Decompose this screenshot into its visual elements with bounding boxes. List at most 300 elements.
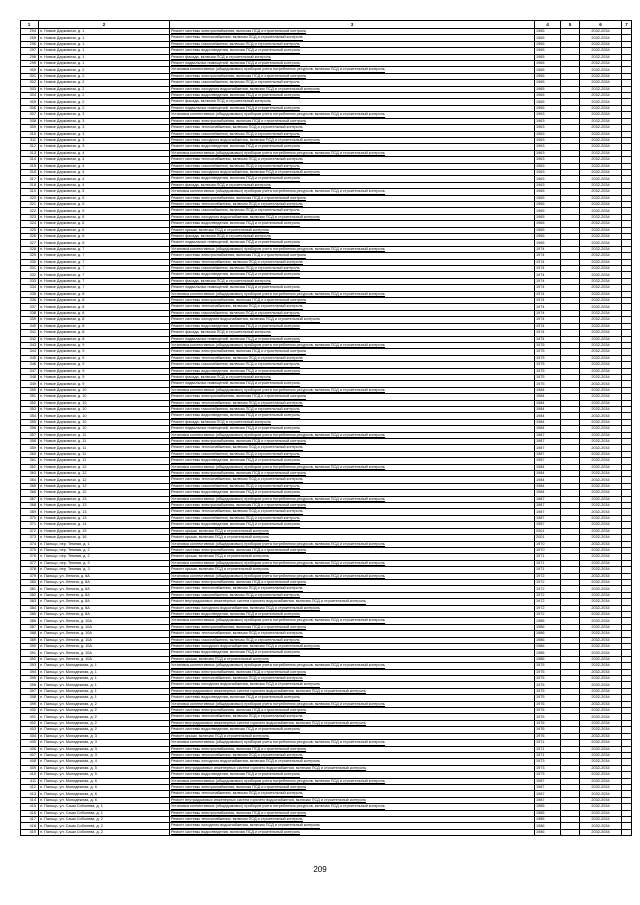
row-number-cell: 394 (21, 669, 39, 675)
address-cell: п. Пальцо, ул. Ленина, д. 8А (39, 592, 170, 598)
year-built-cell: 1976 (535, 714, 561, 720)
address-cell: п. Новые Дарковичи, д. 10 (39, 426, 170, 432)
year-built-cell: 1973 (535, 759, 561, 765)
year-built-cell: 1963 (535, 137, 561, 143)
work-type-text: Ремонт системы газоснабжения, включая ПСД и строительный контроль (171, 41, 300, 46)
address-cell: п. Пальцо, ул. Молодежная, д. 4 (39, 759, 170, 765)
row-number-cell: 407 (21, 752, 39, 758)
year-built-cell: 1971 (535, 567, 561, 573)
row-number-cell: 412 (21, 784, 39, 790)
address-cell: п. Пальцо, пер. Темная, д. 2 (39, 547, 170, 553)
header-col-2: 2 (39, 21, 170, 29)
address-cell: п. Новые Дарковичи, д. 12 (39, 471, 170, 477)
year-built-cell: 1974 (535, 246, 561, 252)
work-type-text: Ремонт системы холодного водоснабжения, включая ПСД и строительный контроль (171, 759, 320, 764)
year-built-cell: 1986 (535, 637, 561, 643)
period-cell: 2032-2034 (580, 611, 622, 617)
year-built-cell: 1984 (535, 464, 561, 470)
row-number-cell: 360 (21, 451, 39, 457)
address-cell: п. Новые Дарковичи, д. 3 (39, 112, 170, 118)
address-cell: п. Пальцо, ул. Молодежная, д. 5 (39, 772, 170, 778)
work-type-text: Ремонт системы водоотведения, включая ПСД и строительный контроль (171, 368, 300, 373)
period-cell: 2032-2034 (580, 86, 622, 92)
work-type-text: Ремонт системы газоснабжения, включая ПСД и строительный контроль (171, 163, 300, 168)
work-type-text: Ремонт системы холодного водоснабжения, включая ПСД и строительный контроль (171, 605, 320, 610)
work-type-text: Ремонт подвальных помещений, включая ПСД и строительный контроль (171, 61, 300, 66)
row-number-cell: 326 (21, 234, 39, 240)
year-built-cell: 1974 (535, 317, 561, 323)
work-type-text: Ремонт системы электроснабжения, включая ПСД и строительный контроль (171, 118, 307, 123)
row-number-cell: 302 (21, 80, 39, 86)
period-cell: 2032-2034 (580, 727, 622, 733)
row-number-cell: 417 (21, 816, 39, 822)
header-col-7: 7 (622, 21, 632, 29)
work-type-text: Ремонт внутридомовых инженерных систем горячего водоснабжения, включая ПСД и строительный контроль (171, 765, 366, 770)
address-cell: п. Пальцо, ул. Саши Соболева, д. 2 (39, 816, 170, 822)
address-cell: п. Новые Дарковичи, д. 7 (39, 246, 170, 252)
work-type-text: Ремонт крыши, включая ПСД и строительный контроль (171, 567, 269, 572)
work-type-text: Ремонт системы теплоснабжения, включая ПСД и строительный контроль (171, 714, 303, 719)
row-number-cell: 294 (21, 29, 39, 35)
work-type-text: Ремонт системы водоотведения, включая ПСД и строительный контроль (171, 221, 300, 226)
period-cell: 2032-2034 (580, 823, 622, 829)
year-built-cell: 1986 (535, 650, 561, 656)
year-built-cell: 1972 (535, 605, 561, 611)
period-cell: 2032-2034 (580, 253, 622, 259)
year-built-cell: 1987 (535, 451, 561, 457)
period-cell: 2032-2034 (580, 772, 622, 778)
work-type-text: Ремонт системы электроснабжения, включая ПСД и строительный контроль (171, 439, 307, 443)
year-built-cell: 1975 (535, 669, 561, 675)
address-cell: п. Новые Дарковичи, д. 2 (39, 80, 170, 86)
work-type-text: Ремонт подвальных помещений, включая ПСД и строительный контроль (171, 285, 300, 290)
period-cell: 2032-2034 (580, 99, 622, 105)
period-cell: 2032-2034 (580, 618, 622, 624)
year-built-cell: 1971 (535, 554, 561, 560)
address-cell: п. Пальцо, ул. Саши Соболева, д. 2 (39, 829, 170, 835)
row-number-cell: 386 (21, 618, 39, 624)
work-type-text: Ремонт системы водоотведения, включая ПСД и строительный контроль (171, 323, 300, 328)
row-number-cell: 313 (21, 150, 39, 156)
year-built-cell: 1965 (535, 105, 561, 111)
row-number-cell: 393 (21, 663, 39, 669)
row-number-cell: 357 (21, 432, 39, 438)
period-cell: 2032-2034 (580, 169, 622, 175)
address-cell: п. Пальцо, ул. Ленина, д. 10А (39, 656, 170, 662)
year-built-cell: 1965 (535, 80, 561, 86)
period-cell: 2032-2034 (580, 266, 622, 272)
address-cell: п. Новые Дарковичи, д. 1 (39, 48, 170, 54)
work-type-text: Ремонт внутридомовых инженерных систем горячего водоснабжения, включая ПСД и строительный контроль (171, 688, 366, 693)
period-cell: 2032-2034 (580, 676, 622, 682)
year-built-cell: 1975 (535, 688, 561, 694)
work-type-text: Ремонт системы электроснабжения, включая ПСД и строительный контроль (171, 669, 307, 674)
period-cell: 2032-2034 (580, 131, 622, 137)
period-cell: 2032-2034 (580, 490, 622, 496)
address-cell: п. Новые Дарковичи, д. 3 (39, 144, 170, 150)
row-number-cell: 315 (21, 163, 39, 169)
work-type-text: Ремонт системы теплоснабжения, включая ПСД и строительный контроль (171, 752, 303, 757)
row-number-cell: 380 (21, 579, 39, 585)
period-cell: 2032-2034 (580, 195, 622, 201)
period-cell: 2032-2034 (580, 650, 622, 656)
work-type-text: Ремонт подвальных помещений, включая ПСД и строительный контроль (171, 240, 300, 245)
period-cell: 2032-2034 (580, 272, 622, 278)
year-built-cell: 1963 (535, 157, 561, 163)
period-cell: 2032-2034 (580, 137, 622, 143)
year-built-cell: 1976 (535, 733, 561, 739)
year-built-cell: 1965 (535, 234, 561, 240)
address-cell: п. Новые Дарковичи, д. 9 (39, 355, 170, 361)
work-type-text: Ремонт системы водоотведения, включая ПСД и строительный контроль (171, 490, 300, 495)
period-cell: 2032-2034 (580, 163, 622, 169)
address-cell: п. Новые Дарковичи, д. 8 (39, 330, 170, 336)
period-cell: 2032-2034 (580, 509, 622, 515)
period-cell: 2032-2034 (580, 304, 622, 310)
work-type-text: Ремонт системы электроснабжения, включая ПСД и строительный контроль (171, 810, 307, 815)
year-built-cell: 1975 (535, 342, 561, 348)
address-cell: п. Новые Дарковичи, д. 1 (39, 41, 170, 47)
row-number-cell: 304 (21, 93, 39, 99)
period-cell: 2032-2034 (580, 48, 622, 54)
address-cell: п. Пальцо, ул. Саши Соболева, д. 1 (39, 810, 170, 816)
year-built-cell: 1984 (535, 387, 561, 393)
year-built-cell: 1985 (535, 804, 561, 810)
address-cell: п. Новые Дарковичи, д. 7 (39, 285, 170, 291)
work-type-text: Установка коллективных (общедомовых) приборов учета потребления ресурсов, включая ПСД и строительный контроль (171, 560, 385, 565)
period-cell: 2032-2034 (580, 682, 622, 688)
work-type-text: Ремонт системы водоотведения, включая ПСД и строительный контроль (171, 144, 300, 149)
period-cell: 2032-2034 (580, 368, 622, 374)
work-type-text: Ремонт системы газоснабжения, включая ПСД и строительный контроль (171, 266, 300, 271)
period-cell: 2032-2034 (580, 67, 622, 73)
period-cell: 2032-2034 (580, 522, 622, 528)
row-number-cell: 351 (21, 394, 39, 400)
work-type-text: Ремонт системы электроснабжения, включая ПСД и строительный контроль (171, 298, 307, 303)
address-cell: п. Новые Дарковичи, д. 2 (39, 86, 170, 92)
year-built-cell: 1987 (535, 439, 561, 445)
row-number-cell: 364 (21, 477, 39, 483)
year-built-cell: 1963 (535, 118, 561, 124)
address-cell: п. Пальцо, ул. Молодежная, д. 2 (39, 727, 170, 733)
period-cell: 2032-2034 (580, 554, 622, 560)
row-number-cell: 385 (21, 611, 39, 617)
period-cell: 2032-2034 (580, 592, 622, 598)
year-built-cell: 1963 (535, 150, 561, 156)
work-type-text: Ремонт системы электроснабжения, включая ПСД и строительный контроль (171, 784, 307, 789)
row-number-cell: 336 (21, 298, 39, 304)
row-number-cell: 328 (21, 246, 39, 252)
address-cell: п. Новые Дарковичи, д. 3 (39, 131, 170, 137)
year-built-cell: 1975 (535, 368, 561, 374)
address-cell: п. Новые Дарковичи, д. 11 (39, 432, 170, 438)
address-cell: п. Пальцо, ул. Молодежная, д. 6 (39, 797, 170, 803)
work-type-text: Ремонт системы газоснабжения, включая ПСД и строительный контроль (171, 131, 300, 136)
period-cell: 2032-2034 (580, 810, 622, 816)
work-type-text: Ремонт системы газоснабжения, включая ПСД и строительный контроль (171, 451, 300, 456)
row-number-cell: 312 (21, 144, 39, 150)
work-type-text: Ремонт системы водоотведения, включая ПСД и строительный контроль (171, 695, 300, 700)
address-cell: п. Пальцо, ул. Молодежная, д. 6 (39, 784, 170, 790)
row-number-cell: 331 (21, 266, 39, 272)
period-cell: 2032-2034 (580, 93, 622, 99)
period-cell: 2032-2034 (580, 157, 622, 163)
year-built-cell: 2001 (535, 528, 561, 534)
address-cell: п. Новые Дарковичи, д. 10 (39, 394, 170, 400)
period-cell: 2032-2034 (580, 29, 622, 35)
year-built-cell: 1965 (535, 61, 561, 67)
period-cell: 2032-2034 (580, 695, 622, 701)
row-number-cell: 390 (21, 644, 39, 650)
row-number-cell: 404 (21, 733, 39, 739)
year-built-cell: 1965 (535, 35, 561, 41)
period-cell: 2032-2034 (580, 413, 622, 419)
row-number-cell: 409 (21, 765, 39, 771)
work-type-text: Ремонт крыши, включая ПСД и строительный контроль (171, 554, 269, 559)
year-built-cell: 1987 (535, 509, 561, 515)
year-built-cell: 1963 (535, 182, 561, 188)
work-type-text: Ремонт крыши, включая ПСД и строительный контроль (171, 733, 269, 738)
work-type-text: Ремонт системы электроснабжения, включая ПСД и строительный контроль (171, 471, 307, 476)
address-cell: п. Пальцо, ул. Молодежная, д. 1 (39, 688, 170, 694)
work-type-text: Установка коллективных (общедомовых) приборов учета потребления ресурсов, включая ПСД и строительный контроль (171, 541, 385, 546)
address-cell: п. Пальцо, ул. Молодежная, д. 2 (39, 708, 170, 714)
row-number-cell: 341 (21, 330, 39, 336)
work-type-text: Ремонт системы холодного водоснабжения, включая ПСД и строительный контроль (171, 317, 320, 322)
address-cell: п. Пальцо, ул. Саши Соболева, д. 1 (39, 804, 170, 810)
address-cell: п. Новые Дарковичи, д. 2 (39, 105, 170, 111)
work-type-text: Ремонт системы газоснабжения, включая ПСД и строительный контроль (171, 362, 300, 367)
address-cell: п. Новые Дарковичи, д. 8 (39, 298, 170, 304)
work-type-text: Ремонт системы холодного водоснабжения, включая ПСД и строительный контроль (171, 682, 320, 687)
period-cell: 2032-2034 (580, 624, 622, 630)
work-type-text: Установка коллективных (общедомовых) приборов учета потребления ресурсов, включая ПСД и строительный контроль (171, 387, 385, 392)
row-number-cell: 396 (21, 682, 39, 688)
row-number-cell: 403 (21, 727, 39, 733)
work-type-text: Установка коллективных (общедомовых) приборов учета потребления ресурсов, включая ПСД и строительный контроль (171, 663, 385, 668)
row-number-cell: 348 (21, 374, 39, 380)
address-cell: п. Новые Дарковичи, д. 9 (39, 374, 170, 380)
work-type-text: Ремонт системы теплоснабжения, включая ПСД и строительный контроль (171, 509, 303, 514)
row-number-cell: 405 (21, 740, 39, 746)
year-built-cell: 1971 (535, 752, 561, 758)
year-built-cell: 1987 (535, 791, 561, 797)
row-number-cell: 325 (21, 227, 39, 233)
period-cell: 2032-2034 (580, 432, 622, 438)
year-built-cell: 1970 (535, 541, 561, 547)
address-cell: п. Новые Дарковичи, д. 9 (39, 368, 170, 374)
period-cell: 2032-2034 (580, 740, 622, 746)
period-cell: 2032-2034 (580, 310, 622, 316)
period-cell: 2032-2034 (580, 221, 622, 227)
period-cell: 2032-2034 (580, 362, 622, 368)
address-cell: п. Пальцо, ул. Молодежная, д. 1 (39, 663, 170, 669)
row-number-cell: 322 (21, 208, 39, 214)
period-cell: 2032-2034 (580, 387, 622, 393)
row-number-cell: 384 (21, 605, 39, 611)
row-number-cell: 338 (21, 310, 39, 316)
row-number-cell: 306 (21, 105, 39, 111)
year-built-cell: 1974 (535, 291, 561, 297)
work-type-text: Ремонт внутридомовых инженерных систем горячего водоснабжения, включая ПСД и строительный контроль (171, 599, 366, 604)
row-number-cell: 356 (21, 426, 39, 432)
year-built-cell: 1974 (535, 278, 561, 284)
address-cell: п. Новые Дарковичи, д. 1 (39, 61, 170, 67)
year-built-cell: 1974 (535, 259, 561, 265)
work-type-text: Ремонт системы холодного водоснабжения, включая ПСД и строительный контроль (171, 137, 320, 142)
work-type-text: Ремонт внутридомовых инженерных систем горячего водоснабжения, включая ПСД и строительный контроль (171, 720, 366, 725)
work-type-text: Ремонт системы теплоснабжения, включая ПСД и строительный контроль (171, 355, 303, 360)
period-cell: 2032-2034 (580, 656, 622, 662)
address-cell: п. Пальцо, ул. Молодежная, д. 3 (39, 746, 170, 752)
address-cell: п. Новые Дарковичи, д. 4 (39, 150, 170, 156)
year-built-cell: 1976 (535, 708, 561, 714)
period-cell: 2032-2034 (580, 579, 622, 585)
work-type-text: Ремонт системы газоснабжения, включая ПСД и строительный контроль (171, 592, 300, 597)
row-number-cell: 298 (21, 54, 39, 60)
row-number-cell: 299 (21, 61, 39, 67)
row-number-cell: 359 (21, 445, 39, 451)
period-cell: 2032-2034 (580, 227, 622, 233)
work-type-text: Ремонт системы теплоснабжения, включая ПСД и строительный контроль (171, 445, 303, 450)
address-cell: п. Новые Дарковичи, д. 5 (39, 189, 170, 195)
row-number-cell: 352 (21, 400, 39, 406)
address-cell: п. Пальцо, ул. Молодежная, д. 1 (39, 669, 170, 675)
work-type-text: Установка коллективных (общедомовых) приборов учета потребления ресурсов, включая ПСД и строительный контроль (171, 432, 385, 437)
period-cell: 2032-2034 (580, 778, 622, 784)
year-built-cell: 1965 (535, 221, 561, 227)
period-cell: 2032-2034 (580, 631, 622, 637)
work-type-text: Ремонт системы газоснабжения, включая ПСД и строительный контроль (171, 515, 300, 520)
period-cell: 2032-2034 (580, 573, 622, 579)
work-type-text: Ремонт системы электроснабжения, включая ПСД и строительный контроль (171, 746, 307, 751)
year-built-cell: 1965 (535, 99, 561, 105)
work-type-text: Ремонт системы электроснабжения, включая ПСД и строительный контроль (171, 195, 307, 200)
year-built-cell: 1975 (535, 682, 561, 688)
address-cell: п. Новые Дарковичи, д. 12 (39, 490, 170, 496)
year-built-cell: 1974 (535, 266, 561, 272)
work-type-text: Ремонт системы теплоснабжения, включая ПСД и строительный контроль (171, 125, 303, 130)
address-cell: п. Новые Дарковичи, д. 3 (39, 118, 170, 124)
work-type-text: Ремонт системы электроснабжения, включая ПСД и строительный контроль (171, 547, 307, 552)
period-cell: 2032-2034 (580, 394, 622, 400)
period-cell: 2032-2034 (580, 471, 622, 477)
period-cell: 2032-2034 (580, 477, 622, 483)
work-type-text: Ремонт системы водоотведения, включая ПСД и строительный контроль (171, 829, 300, 834)
work-type-text: Ремонт системы водоотведения, включая ПСД и строительный контроль (171, 413, 300, 418)
year-built-cell: 1971 (535, 560, 561, 566)
row-number-cell: 318 (21, 182, 39, 188)
col5-cell (561, 829, 580, 835)
work-type-text: Ремонт системы водоотведения, включая ПСД и строительный контроль (171, 93, 300, 98)
period-cell: 2032-2034 (580, 73, 622, 79)
work-type-text: Ремонт фасада, включая ПСД и строительный контроль (171, 374, 271, 379)
row-number-cell: 416 (21, 810, 39, 816)
year-built-cell: 1984 (535, 406, 561, 412)
work-type-text: Установка коллективных (общедомовых) приборов учета потребления ресурсов, включая ПСД и строительный контроль (171, 246, 385, 251)
work-type-text: Ремонт системы холодного водоснабжения, включая ПСД и строительный контроль (171, 823, 320, 828)
address-cell: п. Новые Дарковичи, д. 13 (39, 503, 170, 509)
address-cell: п. Пальцо, ул. Молодежная, д. 5 (39, 765, 170, 771)
period-cell: 2032-2034 (580, 400, 622, 406)
address-cell: п. Пальцо, ул. Саши Соболева, д. 2 (39, 823, 170, 829)
page-number: 209 (313, 865, 327, 874)
year-built-cell: 1984 (535, 471, 561, 477)
period-cell: 2032-2034 (580, 240, 622, 246)
year-built-cell: 1986 (535, 644, 561, 650)
address-cell: п. Пальцо, пер. Темная, д. 1 (39, 541, 170, 547)
work-type-text: Ремонт системы теплоснабжения, включая ПСД и строительный контроль (171, 586, 303, 591)
address-cell: п. Новые Дарковичи, д. 10 (39, 413, 170, 419)
period-cell: 2032-2034 (580, 496, 622, 502)
period-cell: 2032-2034 (580, 54, 622, 60)
address-cell: п. Новые Дарковичи, д. 4 (39, 157, 170, 163)
year-built-cell: 1965 (535, 86, 561, 92)
row-number-cell: 344 (21, 349, 39, 355)
period-cell: 2032-2034 (580, 567, 622, 573)
period-cell: 2032-2034 (580, 586, 622, 592)
row-number-cell: 358 (21, 439, 39, 445)
year-built-cell: 1976 (535, 701, 561, 707)
year-built-cell: 1986 (535, 656, 561, 662)
row-number-cell: 355 (21, 419, 39, 425)
row-number-cell: 350 (21, 387, 39, 393)
work-type-text: Ремонт системы холодного водоснабжения, включая ПСД и строительный контроль (171, 169, 320, 174)
work-type-text: Установка коллективных (общедомовых) приборов учета потребления ресурсов, включая ПСД и строительный контроль (171, 701, 385, 706)
address-cell: п. Новые Дарковичи, д. 8 (39, 304, 170, 310)
work-type-text: Ремонт системы электроснабжения, включая ПСД и строительный контроль (171, 349, 307, 354)
row-number-cell: 406 (21, 746, 39, 752)
row-number-cell: 388 (21, 631, 39, 637)
period-cell: 2032-2034 (580, 182, 622, 188)
header-col-6: 6 (580, 21, 622, 29)
row-number-cell: 349 (21, 381, 39, 387)
year-built-cell: 1965 (535, 227, 561, 233)
row-number-cell: 346 (21, 362, 39, 368)
address-cell: п. Новые Дарковичи, д. 7 (39, 266, 170, 272)
table-body (21, 21, 632, 836)
address-cell: п. Новые Дарковичи, д. 10 (39, 387, 170, 393)
period-cell: 2032-2034 (580, 701, 622, 707)
year-built-cell: 1963 (535, 176, 561, 182)
work-type-text: Ремонт системы электроснабжения, включая ПСД и строительный контроль (171, 579, 307, 584)
year-built-cell: 1987 (535, 522, 561, 528)
address-cell: п. Новые Дарковичи, д. 12 (39, 483, 170, 489)
row-number-cell: 383 (21, 599, 39, 605)
address-cell: п. Пальцо, ул. Молодежная, д. 2 (39, 701, 170, 707)
year-built-cell: 1975 (535, 355, 561, 361)
work-type-text: Ремонт фасада, включая ПСД и строительный контроль (171, 278, 271, 283)
work-type-text: Ремонт системы холодного водоснабжения, включая ПСД и строительный контроль (171, 644, 320, 648)
period-cell: 2032-2034 (580, 688, 622, 694)
row-number-cell: 333 (21, 278, 39, 284)
row-number-cell: 300 (21, 67, 39, 73)
work-type-text: Ремонт системы газоснабжения, включая ПСД и строительный контроль (171, 208, 300, 213)
period-cell: 2032-2034 (580, 426, 622, 432)
row-number-cell: 362 (21, 464, 39, 470)
address-cell: п. Новые Дарковичи, д. 11 (39, 458, 170, 464)
work-type-text: Ремонт системы газоснабжения, включая ПСД и строительный контроль (171, 637, 300, 642)
address-cell: п. Новые Дарковичи, д. 6 (39, 221, 170, 227)
row-number-cell: 399 (21, 701, 39, 707)
row-number-cell: 395 (21, 676, 39, 682)
row-number-cell: 321 (21, 201, 39, 207)
address-cell: п. Новые Дарковичи, д. 7 (39, 253, 170, 259)
period-cell: 2032-2034 (580, 765, 622, 771)
year-built-cell: 1975 (535, 381, 561, 387)
address-cell: п. Новые Дарковичи, д. 4 (39, 176, 170, 182)
address-cell: п. Пальцо, ул. Ленина, д. 10А (39, 637, 170, 643)
